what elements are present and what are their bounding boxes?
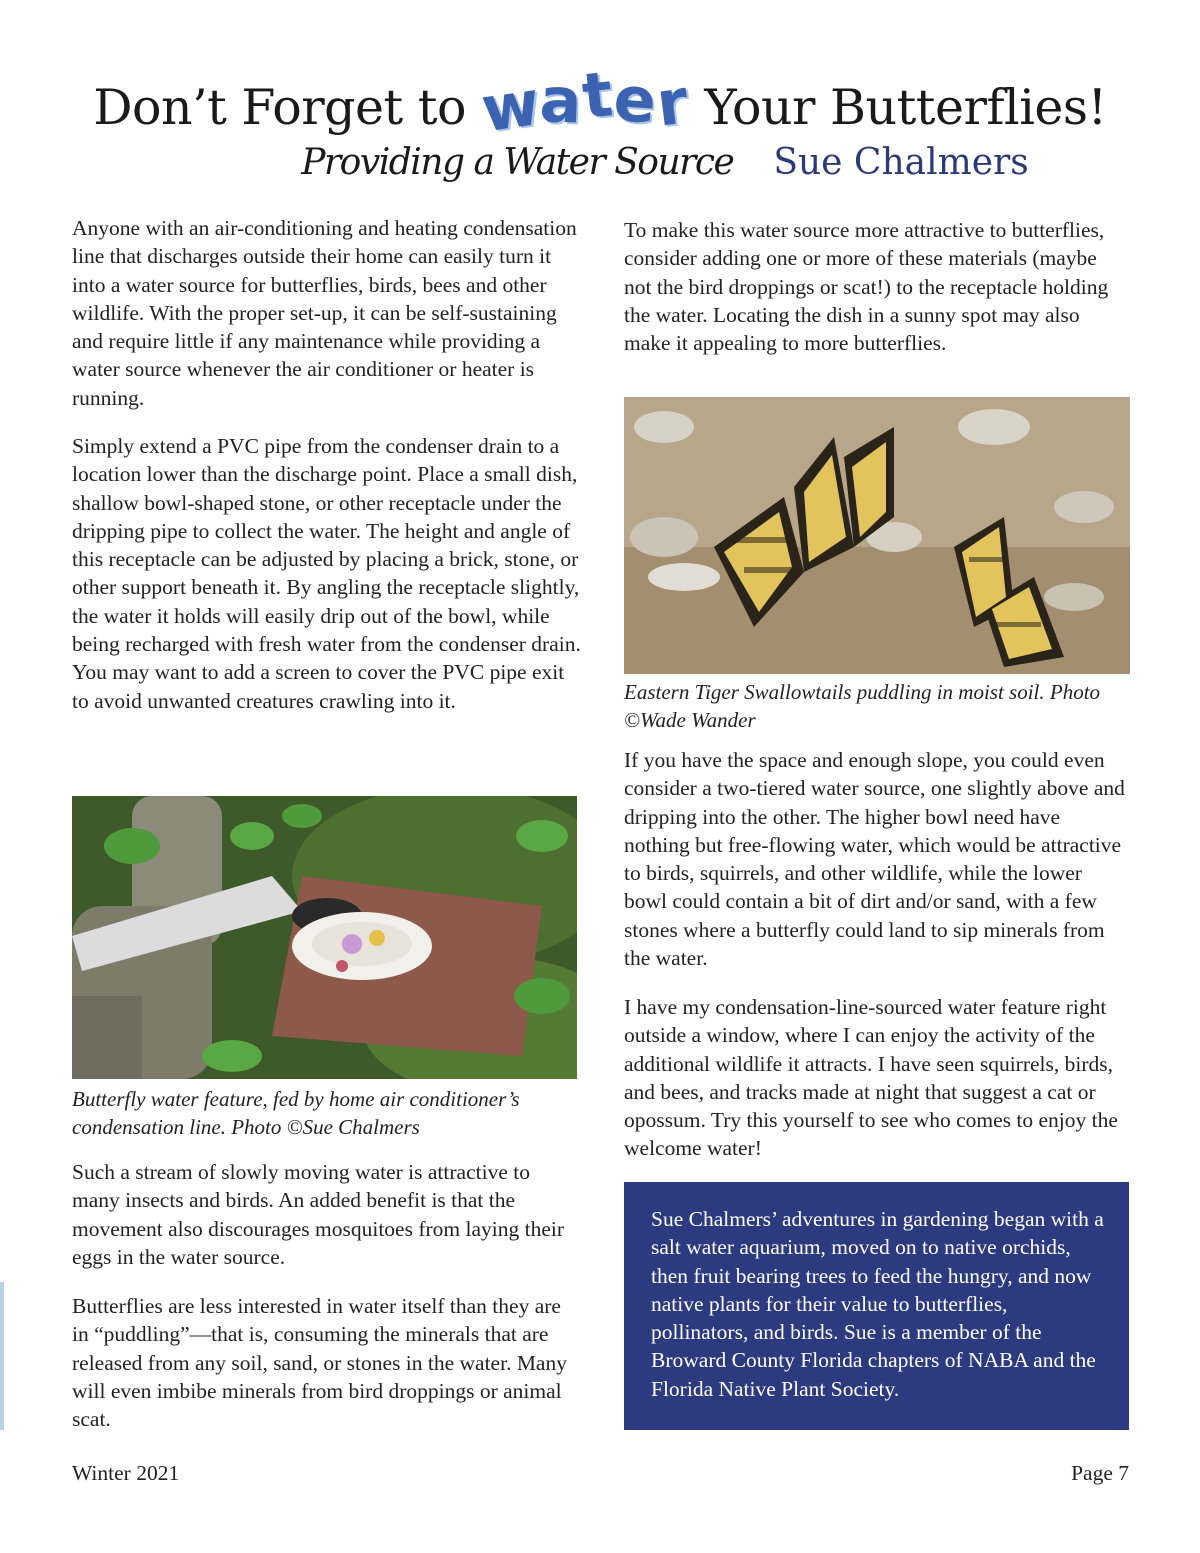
- left-paragraph-3: [72, 1158, 582, 1271]
- article-author: Sue Chalmers: [773, 142, 1029, 183]
- body-text: Butterflies are less interested in water itself than they are in “puddling”—that is, consuming the minerals that are released from any soil, sand, or stones in the water. Many will even imbibe minerals from bird droppings or animal scat.: [72, 1294, 567, 1432]
- body-text: To make this water source more attractive to butterflies, consider adding one or more of these materials (maybe not the bird droppings or scat!) to the receptacle holding the water. Locating the dish in a sunny spot may also make it appealing to more butterflies.: [624, 218, 1109, 356]
- title-after: Your Butterflies!: [704, 78, 1107, 136]
- water-word-art: water: [477, 56, 693, 146]
- swallowtails-photo: [624, 397, 1130, 674]
- title-before: Don’t Forget to: [93, 78, 466, 136]
- photo-caption-1: Butterfly water feature, fed by home air conditioner’s condensation line. Photo ©Sue Chalmers: [72, 1087, 520, 1139]
- water-feature-photo: [72, 796, 577, 1079]
- left-paragraph-2: [72, 432, 582, 715]
- article-subtitle: Providing a Water Source: [301, 142, 734, 183]
- photo-caption-2: Eastern Tiger Swallowtails puddling in moist soil. Photo ©Wade Wander: [624, 680, 1101, 732]
- side-rule: [0, 1282, 4, 1430]
- author-bio-box: Sue Chalmers’ adventures in gardening began with a salt water aquarium, moved on to native orchids, then fruit bearing trees to feed the hungry, and now native plants for their value to butterflies, pollinators, and birds. Sue is a member of the Broward County Florida chapters of NABA and the Florida Native Plant Society.: [624, 1182, 1129, 1430]
- body-text: I have my condensation-line-sourced water feature right outside a window, where I can enjoy the activity of the additional wildlife it attracts. I have seen squirrels, birds, and bees, and tracks made at night that suggest a cat or opossum. Try this yourself to see who comes to enjoy the welcome water!: [624, 995, 1118, 1161]
- body-text: Simply extend a PVC pipe from the condenser drain to a location lower than the discharge point. Place a small dish, shallow bowl-shaped stone, or other receptacle under the dripping pipe to collect the water. The height and angle of this receptacle can be adjusted by placing a brick, stone, or other support beneath it. By angling the receptacle slightly, the water it holds will easily drip out of the bowl, while being recharged with fresh water from the condenser drain. You may want to add a screen to cover the PVC pipe exit to avoid unwanted creatures crawling into it.: [72, 434, 581, 713]
- footer-issue: Winter 2021: [72, 1461, 180, 1485]
- footer-page-number: Page 7: [1071, 1461, 1129, 1485]
- body-text: Anyone with an air-conditioning and heating condensation line that discharges outside their home can easily turn it into a water source for butterflies, birds, bees and other wildlife. With the proper set-up, it can be self-sustaining and require little if any maintenance while providing a water source whenever the air conditioner or heater is running.: [72, 216, 577, 410]
- right-paragraph-1: [624, 216, 1129, 357]
- right-paragraph-2: [624, 746, 1129, 972]
- right-paragraph-3: [624, 993, 1129, 1163]
- left-paragraph-1: [72, 214, 582, 412]
- left-paragraph-4: [72, 1292, 582, 1433]
- body-text: Such a stream of slowly moving water is attractive to many insects and birds. An added benefit is that the movement also discourages mosquitoes from laying their eggs in the water source.: [72, 1160, 565, 1269]
- body-text: If you have the space and enough slope, you could even consider a two-tiered water source, one slightly above and dripping into the other. The higher bowl need have nothing but free-flowing water, which would be attractive to birds, squirrels, and other wildlife, while the lower bowl could contain a bit of dirt and/or sand, with a few stones where a butterfly could land to sip minerals from the water.: [624, 748, 1125, 971]
- article-title: [60, 56, 1140, 152]
- subtitle-row: [0, 142, 1200, 202]
